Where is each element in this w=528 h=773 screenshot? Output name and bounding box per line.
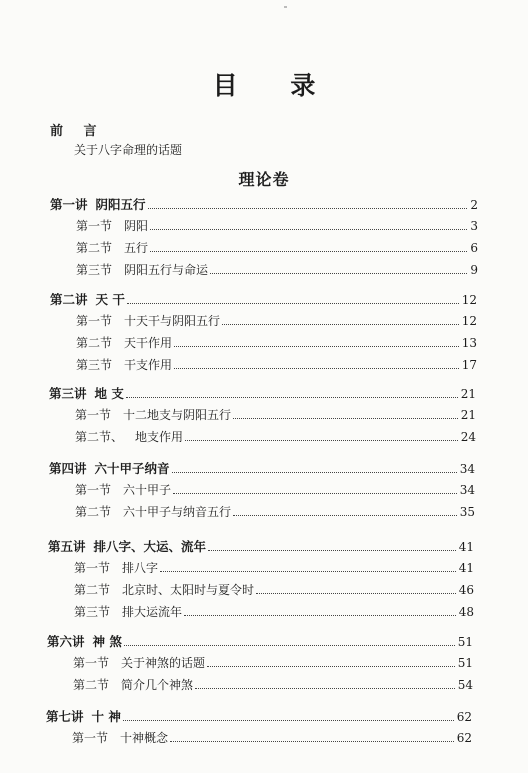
section-row-page-number: 48 — [458, 605, 474, 619]
section-row-page-number: 6 — [470, 241, 478, 255]
section-row-label — [76, 358, 172, 372]
dot-leader — [160, 571, 456, 572]
section-row-title: 排大运流年 — [122, 605, 183, 619]
section-row-title: 阴阳 — [124, 219, 149, 233]
dot-leader — [150, 229, 467, 230]
section-row-number: 第二节、 — [75, 430, 124, 444]
lecture-row-page-number: 2 — [470, 198, 478, 212]
section-row-label — [73, 656, 205, 670]
dot-leader — [210, 273, 467, 274]
lecture-row-page-number: 41 — [458, 540, 474, 554]
lecture-row-title: 阴阳五行 — [95, 197, 146, 212]
section-row-number: 第一节 — [75, 408, 112, 422]
dot-leader — [233, 515, 457, 516]
section-row-page-number: 41 — [458, 561, 474, 575]
lecture-row-title: 地 支 — [94, 386, 124, 401]
section-row-title: 关于神煞的话题 — [121, 656, 206, 670]
section-row-label — [75, 483, 171, 497]
dot-leader — [150, 251, 467, 252]
dot-leader — [123, 720, 454, 721]
section-row-number: 第二节 — [74, 583, 111, 597]
section-row-label — [76, 263, 208, 277]
lecture-row — [50, 198, 478, 212]
section-row-page-number: 24 — [460, 430, 476, 444]
section-row-page-number: 13 — [461, 336, 477, 350]
section-row-title: 排八字 — [122, 561, 159, 575]
section-row-number: 第二节 — [76, 241, 113, 255]
section-row-number: 第二节 — [73, 678, 110, 692]
section-row-page-number: 54 — [457, 678, 473, 692]
dot-leader — [126, 397, 458, 398]
dot-leader — [127, 303, 459, 304]
lecture-row — [49, 462, 475, 476]
section-row — [75, 408, 476, 422]
section-row — [74, 583, 474, 597]
dot-leader — [184, 615, 456, 616]
lecture-row-label — [47, 635, 122, 649]
dot-leader — [174, 346, 459, 347]
section-row-page-number: 21 — [460, 408, 476, 422]
section-row — [75, 483, 475, 497]
lecture-row-title: 天 干 — [95, 292, 125, 307]
scan-mark — [284, 6, 287, 8]
section-row-title: 六十甲子 — [123, 483, 172, 497]
dot-leader — [195, 688, 455, 689]
section-row-label — [74, 583, 254, 597]
section-row-label — [73, 678, 193, 692]
section-row-label — [75, 408, 231, 422]
section-row-page-number: 46 — [458, 583, 474, 597]
section-row — [74, 561, 474, 575]
lecture-row-label — [50, 198, 146, 212]
lecture-row-number: 第七讲 — [46, 709, 84, 724]
volume-title: 理论卷 — [238, 170, 290, 189]
dot-leader — [185, 440, 458, 441]
section-row — [73, 656, 473, 670]
section-row-page-number: 34 — [459, 483, 475, 497]
lecture-row-number: 第三讲 — [49, 386, 87, 401]
dot-leader — [174, 368, 459, 369]
section-row-label — [75, 505, 231, 519]
section-row-page-number: 17 — [461, 358, 477, 372]
section-row — [76, 358, 477, 372]
lecture-row-label — [46, 710, 121, 724]
section-row-label — [74, 561, 158, 575]
lecture-row-title: 神 煞 — [92, 634, 122, 649]
section-row — [75, 505, 475, 519]
section-row-title: 阴阳五行与命运 — [124, 263, 209, 277]
dot-leader — [233, 418, 458, 419]
section-row — [76, 336, 477, 350]
section-row-number: 第二节 — [75, 505, 112, 519]
lecture-row-number: 第一讲 — [50, 197, 88, 212]
section-row — [76, 263, 478, 277]
section-row-title: 天干作用 — [124, 336, 173, 350]
preface-text: 关于八字命理的话题 — [74, 143, 183, 157]
lecture-row-title: 排八字、大运、流年 — [93, 539, 207, 554]
lecture-row-page-number: 21 — [460, 387, 476, 401]
section-row-page-number: 62 — [456, 731, 472, 745]
section-row-number: 第一节 — [76, 314, 113, 328]
section-row-title: 地支作用 — [135, 430, 184, 444]
lecture-row-label — [49, 462, 170, 476]
section-row-page-number: 9 — [470, 263, 478, 277]
section-row-number: 第一节 — [76, 219, 113, 233]
lecture-row-number: 第五讲 — [48, 539, 86, 554]
section-row-title: 北京时、太阳时与夏令时 — [122, 583, 255, 597]
section-row-title: 干支作用 — [124, 358, 173, 372]
dot-leader — [222, 324, 459, 325]
section-row-number: 第一节 — [74, 561, 111, 575]
lecture-row-title: 十 神 — [91, 709, 121, 724]
section-row — [74, 605, 474, 619]
lecture-row-title: 六十甲子纳音 — [94, 461, 170, 476]
section-row-number: 第三节 — [76, 263, 113, 277]
dot-leader — [208, 550, 456, 551]
dot-leader — [256, 593, 456, 594]
section-row-page-number: 35 — [459, 505, 475, 519]
lecture-row-page-number: 12 — [461, 293, 477, 307]
section-row-number: 第三节 — [74, 605, 111, 619]
page-title: 目 录 — [212, 71, 338, 100]
lecture-row-label — [48, 540, 206, 554]
section-row-label — [72, 731, 168, 745]
section-row-title: 十神概念 — [120, 731, 169, 745]
preface-label: 前 言 — [50, 124, 105, 139]
section-row-number: 第一节 — [75, 483, 112, 497]
section-row-label — [76, 314, 220, 328]
section-row — [76, 219, 478, 233]
lecture-row-number: 第六讲 — [47, 634, 85, 649]
dot-leader — [172, 472, 457, 473]
section-row-number: 第三节 — [76, 358, 113, 372]
section-row — [73, 678, 473, 692]
section-row-number: 第二节 — [76, 336, 113, 350]
section-row-label — [75, 430, 183, 444]
section-row-label — [74, 605, 182, 619]
section-row-label — [76, 241, 148, 255]
section-row — [75, 430, 476, 444]
section-row-title: 十天干与阴阳五行 — [124, 314, 221, 328]
dot-leader — [148, 208, 468, 209]
lecture-row-page-number: 62 — [456, 710, 472, 724]
section-row-title: 五行 — [124, 241, 149, 255]
lecture-row-label — [49, 387, 124, 401]
section-row — [72, 731, 472, 745]
lecture-row-page-number: 51 — [457, 635, 473, 649]
section-row-label — [76, 336, 172, 350]
lecture-row — [48, 540, 474, 554]
section-row-number: 第一节 — [72, 731, 109, 745]
dot-leader — [173, 493, 457, 494]
dot-leader — [170, 741, 454, 742]
section-row — [76, 241, 478, 255]
section-row-title: 十二地支与阴阳五行 — [123, 408, 232, 422]
section-row — [76, 314, 477, 328]
section-row-label — [76, 219, 148, 233]
section-row-number: 第一节 — [73, 656, 110, 670]
section-row-title: 六十甲子与纳音五行 — [123, 505, 232, 519]
dot-leader — [124, 645, 455, 646]
lecture-row-page-number: 34 — [459, 462, 475, 476]
section-row-page-number: 12 — [461, 314, 477, 328]
lecture-row — [47, 635, 473, 649]
lecture-row-number: 第二讲 — [50, 292, 88, 307]
lecture-row — [46, 710, 472, 724]
lecture-row-number: 第四讲 — [49, 461, 87, 476]
lecture-row — [49, 387, 476, 401]
section-row-page-number: 51 — [457, 656, 473, 670]
section-row-title: 简介几个神煞 — [121, 678, 194, 692]
lecture-row-label — [50, 293, 125, 307]
section-row-page-number: 3 — [470, 219, 478, 233]
lecture-row — [50, 293, 477, 307]
dot-leader — [207, 666, 455, 667]
